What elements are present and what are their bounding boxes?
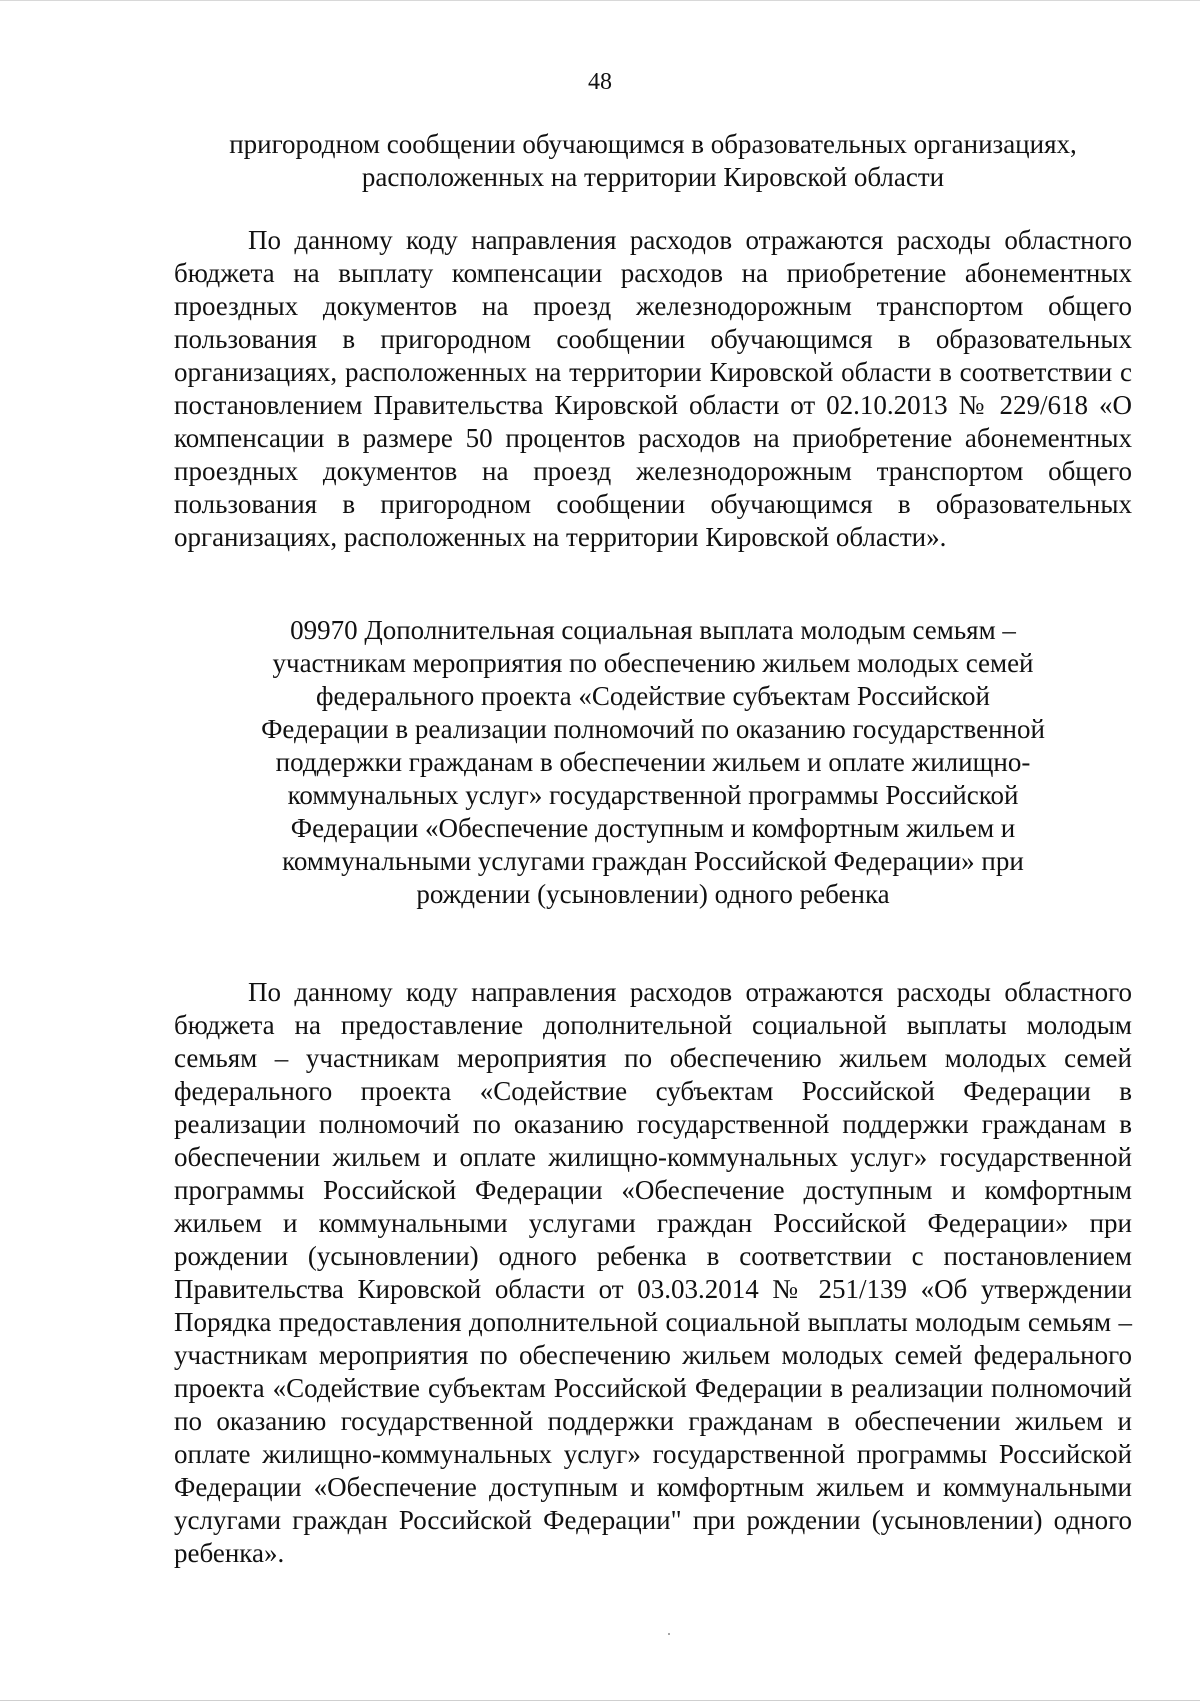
paragraph-expense-description-2: По данному коду направления расходов отражаются расходы областного бюджета на предоставление дополнительной социальной выплаты молодым семьям – участникам мероприятия по обеспечению жильем молодых семей федерального проекта «Содействие субъектам Российской Федерации в реализации полномочий по оказанию государственной поддержки гражданам в обеспечении жильем и оплате жилищно-коммунальных услуг» государственной программы Российской Федерации «Обеспечение доступным и комфортным жильем и коммунальными услугами граждан Российской Федерации» при рождении (усыновлении) одного ребенка в соответствии с постановлением Правительства Кировской области от 03.03.2014 № 251/139 «Об утверждении Порядка предоставления дополнительной социальной выплаты молодым семьям – участникам мероприятия по обеспечению жильем молодых семей федерального проекта «Содействие субъектам Российской Федерации в реализации полномочий по оказанию государственной поддержки гражданам в обеспечении жильем и оплате жилищно-коммунальных услуг» государственной программы Российской Федерации «Обеспечение доступным и комфортным жильем и коммунальными услугами граждан Российской Федерации" при рождении (усыновлении) одного ребенка». (174, 977, 1132, 1568)
scan-edge-bottom (0, 1700, 1200, 1701)
scan-speck (668, 1633, 670, 1635)
scan-edge-top (0, 0, 1200, 1)
section-heading-09970: 09970 Дополнительная социальная выплата молодым семьям – участникам мероприятия по обеспечению жильем молодых семей федерального проекта «Содействие субъектам Российской Федерации в реализации полномочий по оказанию государственной поддержки гражданам в обеспечении жильем и оплате жилищно-коммунальных услуг» государственной программы Российской Федерации «Обеспечение доступным и комфортным жильем и коммунальными услугами граждан Российской Федерации» при рождении (усыновлении) одного ребенка (261, 615, 1045, 909)
paragraph-expense-description-1: По данному коду направления расходов отражаются расходы областного бюджета на выплату компенсации расходов на приобретение абонементных проездных документов на проезд железнодорожным транспортом общего пользования в пригородном сообщении обучающимся в образовательных организациях, расположенных на территории Кировской области в соответствии с постановлением Правительства Кировской области от 02.10.2013 № 229/618 «О компенсации в размере 50 процентов расходов на приобретение абонементных проездных документов на проезд железнодорожным транспортом общего пользования в пригородном сообщении обучающимся в образовательных организациях, расположенных на территории Кировской области». (174, 225, 1132, 552)
section-heading-continued: пригородном сообщении обучающимся в образовательных организациях, расположенных на территории Кировской области (229, 129, 1077, 192)
page-number: 48 (588, 69, 612, 95)
